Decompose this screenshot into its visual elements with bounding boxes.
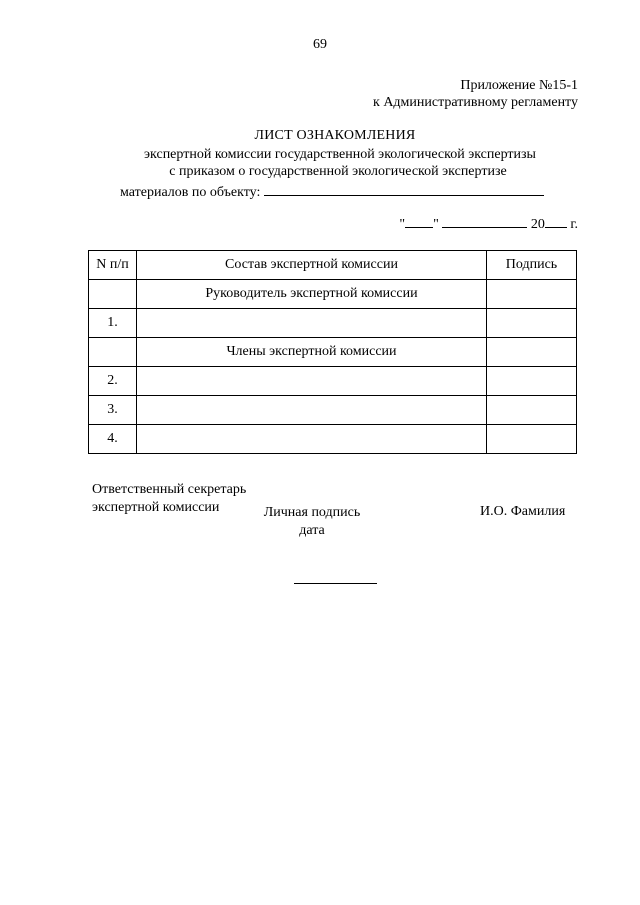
year-suffix: г. [570, 217, 578, 232]
secretary-role: Ответственный секретарь экспертной комиссии [92, 482, 247, 515]
acquaintance-table [88, 250, 577, 454]
section-members: Члены экспертной комиссии [137, 338, 487, 367]
table-row [89, 309, 577, 338]
table-header-row [89, 251, 577, 280]
date-label: дата [299, 523, 325, 538]
signature-block [262, 504, 362, 540]
table-section-row [89, 338, 577, 367]
year-blank-field[interactable] [545, 216, 567, 228]
member-name-cell[interactable] [137, 425, 487, 454]
table-cell [89, 280, 137, 309]
subtitle-line-2: с приказом о государственной экологической экспертизе [169, 164, 507, 179]
date-line [399, 216, 578, 232]
table-cell [487, 338, 577, 367]
header-number: N п/п [89, 251, 137, 280]
year-prefix: 20 [530, 217, 545, 232]
object-label: материалов по объекту: [120, 185, 261, 200]
member-name-cell[interactable] [137, 309, 487, 338]
annex-number: Приложение №15-1 [460, 78, 578, 93]
table-row [89, 396, 577, 425]
table-row [89, 425, 577, 454]
month-blank-field[interactable] [442, 216, 527, 228]
document-title: ЛИСТ ОЗНАКОМЛЕНИЯ [254, 128, 416, 143]
signature-cell[interactable] [487, 367, 577, 396]
page-number: 69 [313, 37, 327, 52]
day-blank-field[interactable] [405, 216, 433, 228]
member-name-cell[interactable] [137, 396, 487, 425]
date-close-quote: " [433, 217, 439, 232]
signature-cell[interactable] [487, 309, 577, 338]
signature-cell[interactable] [487, 425, 577, 454]
row-number: 3. [89, 396, 137, 425]
header-commission: Состав экспертной комиссии [137, 251, 487, 280]
header-signature: Подпись [487, 251, 577, 280]
section-head-of-commission: Руководитель экспертной комиссии [137, 280, 487, 309]
date-open-quote: " [399, 217, 406, 232]
member-name-cell[interactable] [137, 367, 487, 396]
object-blank-field[interactable] [264, 183, 544, 196]
table-cell [89, 338, 137, 367]
row-number: 1. [89, 309, 137, 338]
annex-reference: к Административному регламенту [373, 95, 578, 110]
subtitle-line-1: экспертной комиссии государственной экологической экспертизы [144, 147, 536, 162]
full-name-label: И.О. Фамилия [480, 504, 566, 519]
closing-rule [294, 583, 377, 584]
signature-cell[interactable] [487, 396, 577, 425]
table-row [89, 367, 577, 396]
row-number: 4. [89, 425, 137, 454]
row-number: 2. [89, 367, 137, 396]
table-cell [487, 280, 577, 309]
table-section-row [89, 280, 577, 309]
subtitle-line-3 [120, 183, 544, 200]
personal-signature-label: Личная подпись [263, 505, 361, 520]
